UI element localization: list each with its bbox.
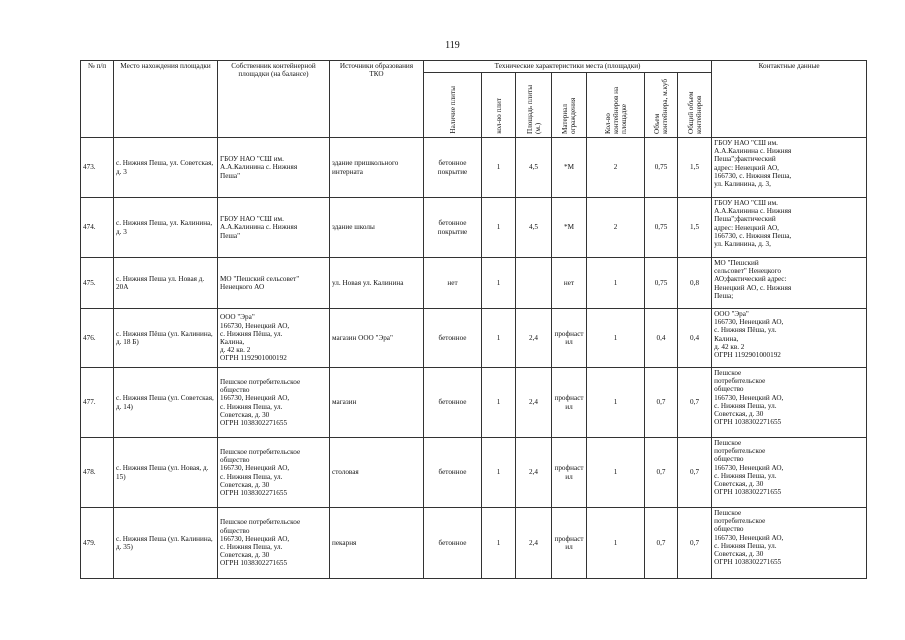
row-containers: 1 — [587, 309, 645, 368]
cell-line: ОГРН 1192901000192 — [220, 354, 287, 363]
cell-line: ОГРН 1038302271655 — [714, 488, 782, 497]
row-volume: 0,7 — [645, 368, 678, 438]
cell-line: потребительское — [714, 517, 766, 526]
subheader-plate: Наличие плиты — [424, 73, 482, 138]
row-num: 478. — [81, 438, 114, 508]
row-fence: нет — [552, 258, 587, 309]
row-area: 2,4 — [516, 309, 552, 368]
row-total: 0,4 — [678, 309, 712, 368]
row-containers: 1 — [587, 508, 645, 579]
row-source: пекарня — [330, 508, 424, 579]
cell-line: А.А.Калинина с. Нижняя — [714, 207, 792, 216]
row-fence: профнастил — [552, 368, 587, 438]
cell-line: ГБОУ НАО "СШ им. — [714, 139, 778, 147]
row-containers: 1 — [587, 258, 645, 309]
row-source: магазин — [330, 368, 424, 438]
row-fence: *М — [552, 198, 587, 258]
row-location: с. Нижняя Пеша, ул. Калинина, д. 3 — [114, 198, 218, 258]
cell-line: Пешское — [714, 509, 742, 517]
cell-line: Пешское — [714, 369, 742, 377]
row-contacts — [712, 258, 867, 309]
cell-line: ГБОУ НАО "СШ им. — [220, 215, 284, 224]
row-plate: бетонное — [424, 438, 482, 508]
row-source: магазин ООО "Эра" — [330, 309, 424, 368]
cell-line: МО "Пешский — [714, 259, 759, 267]
header-tech: Технические характеристики места (площадки) — [424, 61, 712, 73]
row-fence: профнастил — [552, 309, 587, 368]
header-source: Источники образования ТКО — [330, 61, 424, 138]
row-fence: профнастил — [552, 508, 587, 579]
cell-line: 166730, Ненецкий АО, — [714, 463, 784, 472]
cell-line: Калина, — [220, 338, 245, 346]
cell-line: 166730, с. Нижняя Пеша, — [714, 231, 792, 240]
row-contacts — [712, 309, 867, 368]
row-plate: бетонное покрытие — [424, 198, 482, 258]
cell-line: ул. Калинина, д. 3, — [714, 180, 771, 189]
cell-line: с. Нижняя Пеша, ул. — [220, 543, 283, 551]
table-row — [81, 438, 867, 508]
cell-line: А.А.Калинина с. Нижняя — [220, 223, 298, 232]
row-fence: профнастил — [552, 438, 587, 508]
cell-line: Советская, д. 30 — [714, 410, 764, 419]
cell-line: ОГРН 1038302271655 — [220, 418, 288, 427]
row-total: 0,7 — [678, 438, 712, 508]
cell-line: 166730, с. Нижняя Пеша, — [714, 171, 792, 180]
row-location: с. Нижняя Пеша (ул. Советская, д. 14) — [114, 368, 218, 438]
cell-line: МО "Пешский сельсовет" — [220, 274, 300, 283]
row-owner — [218, 198, 330, 258]
row-plate: бетонное — [424, 368, 482, 438]
row-contacts — [712, 368, 867, 438]
cell-line: общество — [220, 386, 250, 395]
cell-line: Пеша; — [714, 291, 734, 300]
cell-line: ОГРН 1038302271655 — [220, 559, 288, 568]
cell-line: общество — [220, 456, 250, 465]
cell-line: адрес: Ненецкий АО, — [714, 223, 779, 232]
row-plates-qty: 1 — [482, 138, 516, 198]
row-num: 476. — [81, 309, 114, 368]
cell-line: А.А.Калинина с. Нижняя — [714, 147, 792, 156]
cell-line: д. 42 кв. 2 — [220, 346, 251, 355]
row-contacts — [712, 508, 867, 579]
row-location: с. Нижняя Пеша (ул. Калинина, д. 35) — [114, 508, 218, 579]
cell-line: с. Нижняя Пёша, ул. — [714, 326, 777, 335]
row-total: 0,7 — [678, 508, 712, 579]
cell-line: с. Нижняя Пеша, ул. — [714, 541, 777, 550]
row-plates-qty: 1 — [482, 309, 516, 368]
cell-line: сельсовет" Ненецкого — [714, 267, 781, 276]
cell-line: Пеша";фактический — [714, 215, 776, 224]
cell-line: АО;фактический адрес: — [714, 275, 787, 284]
cell-line: общество — [220, 526, 250, 535]
cell-line: ОГРН 1038302271655 — [714, 558, 782, 567]
cell-line: ул. Калинина, д. 3, — [714, 240, 771, 249]
row-owner — [218, 508, 330, 579]
cell-line: потребительское — [714, 447, 766, 456]
row-num: 477. — [81, 368, 114, 438]
row-location: с. Нижняя Пеша (ул. Новая, д. 15) — [114, 438, 218, 508]
cell-line: ОГРН 1192901000192 — [714, 351, 781, 360]
cell-line: Пеша";фактический — [714, 155, 776, 164]
cell-line: Ненецкого АО — [220, 283, 265, 291]
cell-line: А.А.Калинина с. Нижняя — [220, 163, 298, 172]
row-area: 2,4 — [516, 438, 552, 508]
cell-line: ООО "Эра" — [220, 313, 255, 322]
cell-line: 166730, Ненецкий АО, — [714, 318, 784, 327]
header-num: № п/п — [81, 61, 114, 138]
row-total: 0,7 — [678, 368, 712, 438]
row-location: с. Нижняя Пеша ул. Новая д. 20А — [114, 258, 218, 309]
cell-line: Пешское потребительское — [220, 518, 301, 527]
row-num: 479. — [81, 508, 114, 579]
row-source: здание школы — [330, 198, 424, 258]
cell-line: Советская, д. 30 — [220, 480, 270, 489]
cell-line: общество — [714, 525, 744, 534]
row-plate: нет — [424, 258, 482, 309]
cell-line: Советская, д. 30 — [220, 410, 270, 419]
cell-line: с. Нижняя Пеша, ул. — [220, 402, 283, 411]
cell-line: общество — [714, 455, 744, 464]
row-area: 2,4 — [516, 508, 552, 579]
cell-line: Советская, д. 30 — [714, 480, 764, 489]
row-source: столовая — [330, 438, 424, 508]
cell-line: Советская, д. 30 — [714, 550, 764, 559]
row-containers: 1 — [587, 438, 645, 508]
row-plates-qty: 1 — [482, 368, 516, 438]
row-area — [516, 258, 552, 309]
cell-line: ОГРН 1038302271655 — [220, 488, 288, 497]
cell-line: ОГРН 1038302271655 — [714, 418, 782, 427]
cell-line: 166730, Ненецкий АО, — [220, 394, 290, 403]
row-volume: 0,7 — [645, 438, 678, 508]
subheader-area: Площадь плиты (м.) — [516, 73, 552, 138]
row-volume: 0,75 — [645, 198, 678, 258]
row-plates-qty: 1 — [482, 508, 516, 579]
cell-line: Пеша" — [220, 171, 241, 180]
cell-line: с. Нижняя Пеша, ул. — [714, 401, 777, 410]
cell-line: Пешское потребительское — [220, 377, 301, 386]
row-area: 2,4 — [516, 368, 552, 438]
cell-line: потребительское — [714, 377, 766, 386]
cell-line: Калина, — [714, 334, 739, 343]
cell-line: ООО "Эра" — [714, 310, 749, 318]
row-num: 475. — [81, 258, 114, 309]
row-plate: бетонное покрытие — [424, 138, 482, 198]
cell-line: с. Нижняя Пеша, ул. — [220, 472, 283, 481]
page-number: 119 — [445, 40, 460, 51]
subheader-plates-qty: кол-во плит — [482, 73, 516, 138]
row-plate: бетонное — [424, 309, 482, 368]
row-volume: 0,4 — [645, 309, 678, 368]
cell-line: Пешское потребительское — [220, 447, 301, 456]
header-row — [81, 61, 867, 73]
row-owner — [218, 309, 330, 368]
cell-line: 166730, Ненецкий АО, — [714, 533, 784, 542]
row-location: с. Нижняя Пеша, ул. Советская, д. 3 — [114, 138, 218, 198]
row-total: 0,8 — [678, 258, 712, 309]
cell-line: д. 42 кв. 2 — [714, 342, 745, 351]
cell-line: Ненецкий АО, с. Нижняя — [714, 283, 792, 292]
row-owner — [218, 438, 330, 508]
row-total: 1,5 — [678, 198, 712, 258]
cell-line: ГБОУ НАО "СШ им. — [714, 199, 778, 207]
cell-line: адрес: Ненецкий АО, — [714, 163, 779, 172]
row-contacts — [712, 198, 867, 258]
row-contacts — [712, 438, 867, 508]
header-owner: Собственник контейнерной площадки (на балансе) — [218, 61, 330, 138]
row-location: с. Нижняя Пёша (ул. Калинина, д. 18 Б) — [114, 309, 218, 368]
table-row — [81, 508, 867, 579]
row-containers: 2 — [587, 198, 645, 258]
subheader-fence: Материал ограждения — [552, 73, 587, 138]
row-owner — [218, 138, 330, 198]
subheader-volume: Объем контейнера, м.куб — [645, 73, 678, 138]
cell-line: Советская, д. 30 — [220, 551, 270, 560]
row-volume: 0,7 — [645, 508, 678, 579]
row-plates-qty: 1 — [482, 198, 516, 258]
row-owner — [218, 258, 330, 309]
header-contacts: Контактные данные — [712, 61, 867, 138]
cell-line: ГБОУ НАО "СШ им. — [220, 155, 284, 164]
cell-line: с. Нижняя Пеша, ул. — [714, 471, 777, 480]
header-location: Место нахождения площадки — [114, 61, 218, 138]
cell-line: 166730, Ненецкий АО, — [220, 534, 290, 543]
table-row — [81, 258, 867, 309]
row-volume: 0,75 — [645, 258, 678, 309]
row-plate: бетонное — [424, 508, 482, 579]
cell-line: Пешское — [714, 439, 742, 447]
subheader-total: Общий объем контейнеров — [678, 73, 712, 138]
row-area: 4,5 — [516, 198, 552, 258]
row-total: 1,5 — [678, 138, 712, 198]
row-owner — [218, 368, 330, 438]
row-plates-qty: 1 — [482, 438, 516, 508]
table-row — [81, 138, 867, 198]
row-area: 4,5 — [516, 138, 552, 198]
table-row — [81, 198, 867, 258]
row-source: здание пришкольного интерната — [330, 138, 424, 198]
row-volume: 0,75 — [645, 138, 678, 198]
row-source: ул. Новая ул. Калинина — [330, 258, 424, 309]
cell-line: 166730, Ненецкий АО, — [220, 464, 290, 473]
row-containers: 2 — [587, 138, 645, 198]
cell-line: общество — [714, 385, 744, 394]
cell-line: 166730, Ненецкий АО, — [220, 321, 290, 330]
subheader-containers: Кол-во контейнеров на площадке — [587, 73, 645, 138]
registry-table — [80, 60, 867, 579]
row-num: 474. — [81, 198, 114, 258]
table-row — [81, 309, 867, 368]
cell-line: 166730, Ненецкий АО, — [714, 393, 784, 402]
cell-line: с. Нижняя Пёша, ул. — [220, 329, 283, 338]
row-num: 473. — [81, 138, 114, 198]
table-row — [81, 368, 867, 438]
row-fence: *М — [552, 138, 587, 198]
row-containers: 1 — [587, 368, 645, 438]
cell-line: Пеша" — [220, 231, 241, 240]
row-contacts — [712, 138, 867, 198]
row-plates-qty: 1 — [482, 258, 516, 309]
